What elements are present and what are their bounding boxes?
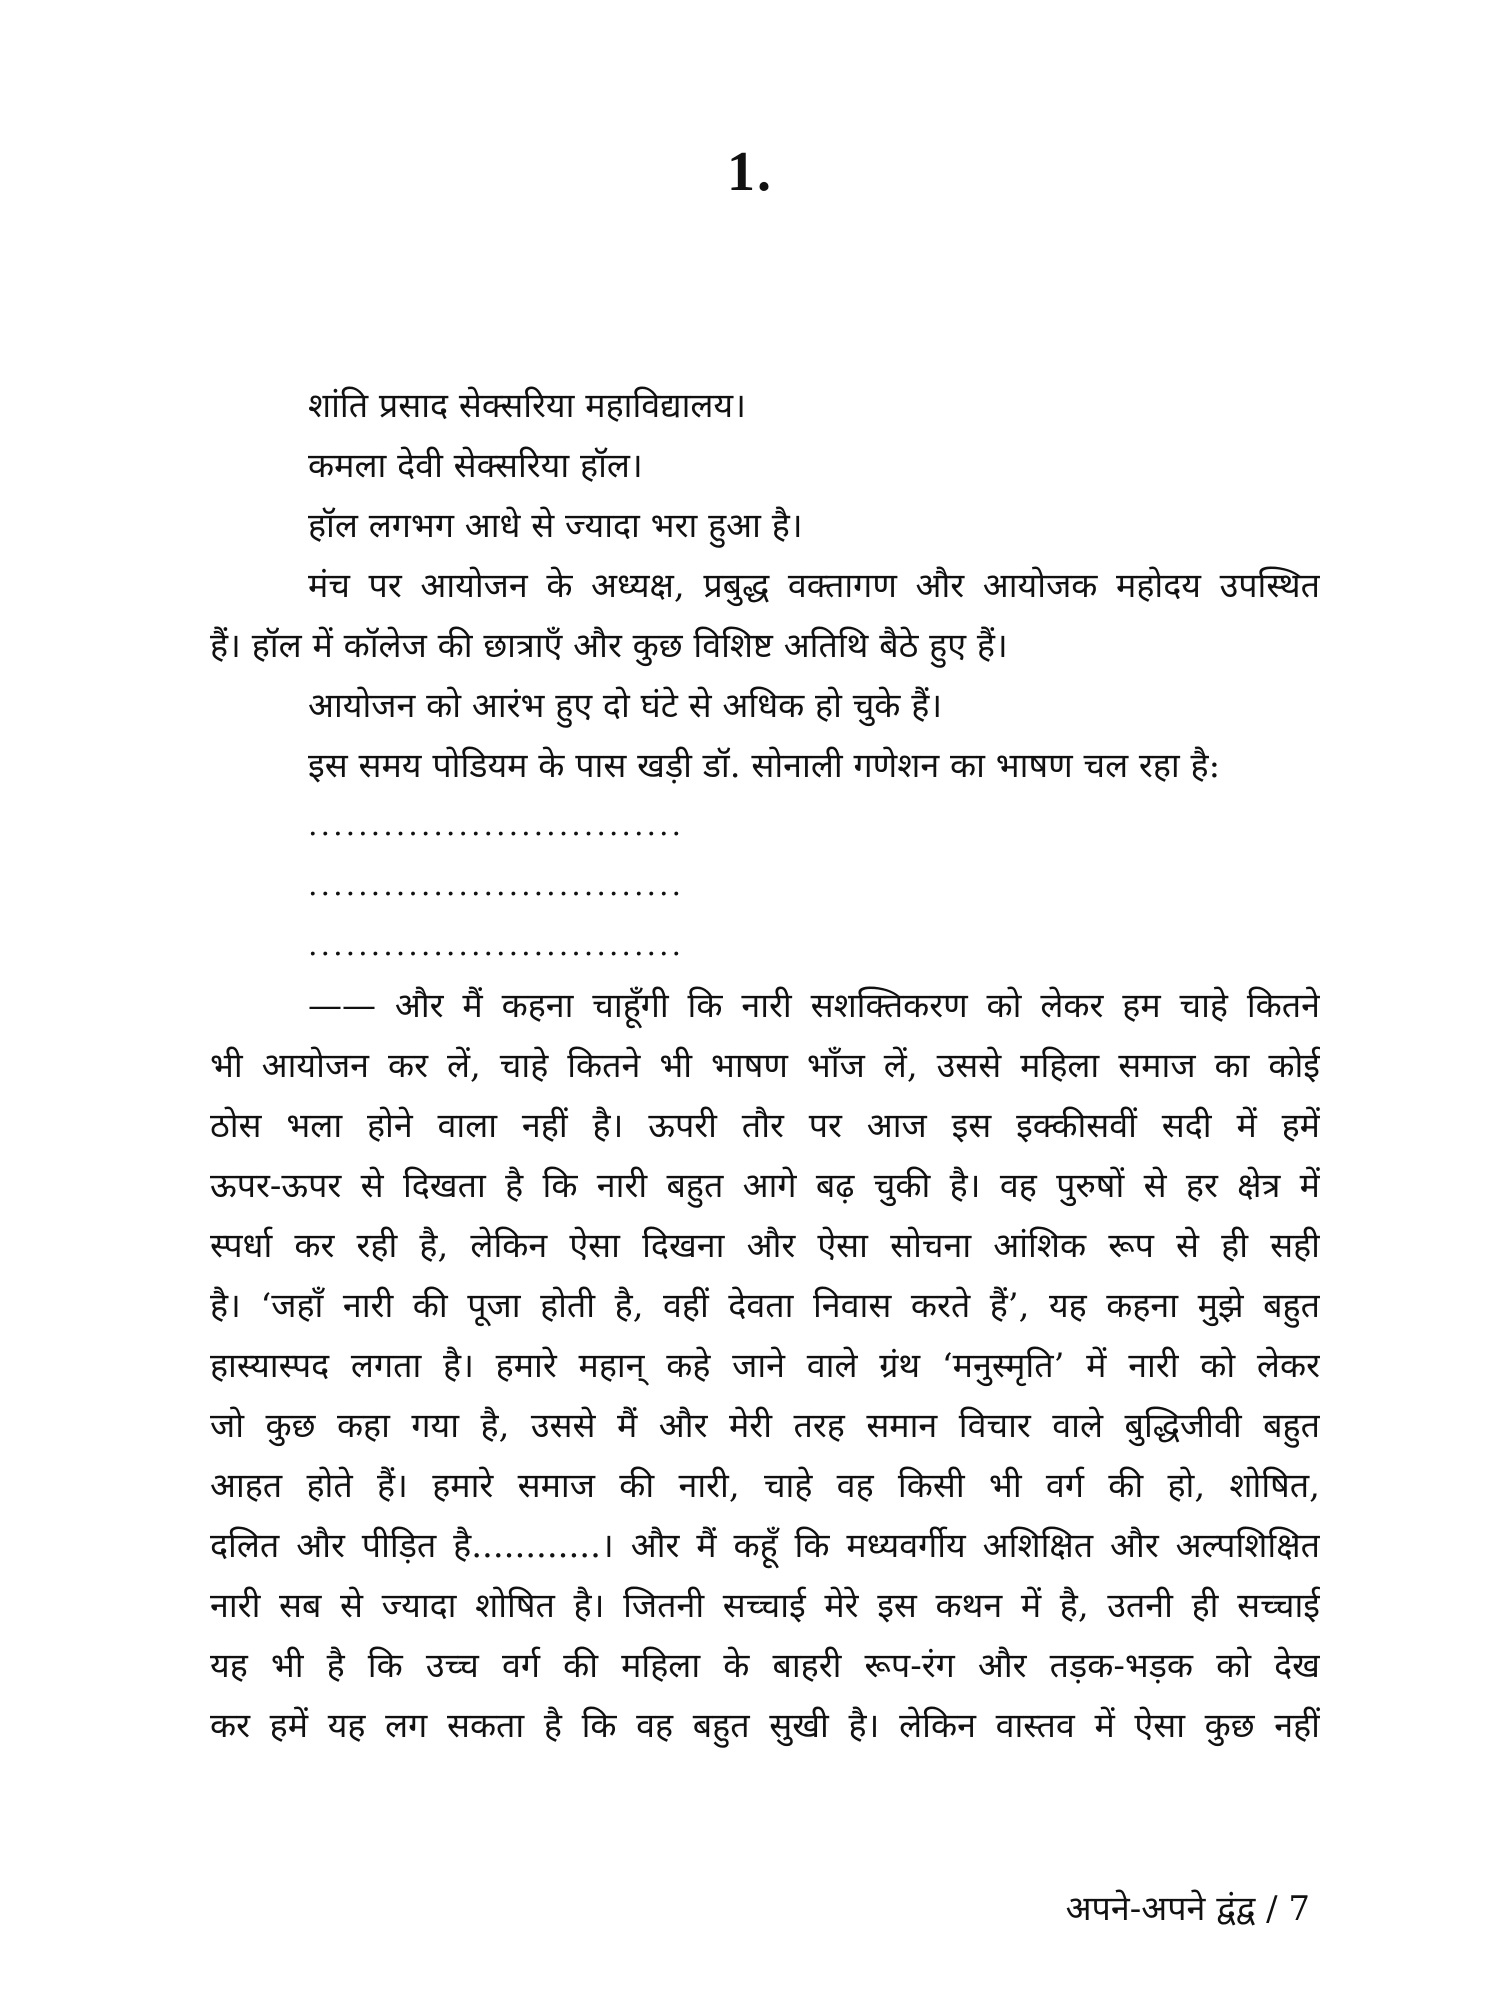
text-line: मंच पर आयोजन के अध्यक्ष, प्रबुद्ध वक्तागण और आयोजक महोदय उपस्थित	[308, 566, 1320, 606]
text-line: जो कुछ कहा गया है, उससे मैं और मेरी तरह समान विचार वाले बुद्धिजीवी बहुत	[210, 1406, 1320, 1446]
text-line: दलित और पीड़ित है............। और मैं कहूँ कि मध्यवर्गीय अशिक्षित और अल्पशिक्षित	[210, 1526, 1320, 1566]
page-footer: अपने-अपने द्वंद्व / 7	[1065, 1889, 1310, 1929]
text-line: आहत होते हैं। हमारे समाज की नारी, चाहे वह किसी भी वर्ग की हो, शोषित,	[210, 1466, 1320, 1506]
text-line: आयोजन को आरंभ हुए दो घंटे से अधिक हो चुके हैं।	[308, 686, 943, 726]
text-line: हैं। हॉल में कॉलेज की छात्राएँ और कुछ विशिष्ट अतिथि बैठे हुए हैं।	[210, 626, 1008, 666]
text-line: नारी सब से ज्यादा शोषित है। जितनी सच्चाई मेरे इस कथन में है, उतनी ही सच्चाई	[210, 1586, 1320, 1626]
text-line: है। ‘जहाँ नारी की पूजा होती है, वहीं देवता निवास करते हैं’, यह कहना मुझे बहुत	[210, 1286, 1320, 1326]
ellipsis-line: ..............................	[308, 868, 685, 903]
text-line: हास्यास्पद लगता है। हमारे महान् कहे जाने वाले ग्रंथ ‘मनुस्मृति’ में नारी को लेकर	[210, 1346, 1320, 1386]
ellipsis-line: ..............................	[308, 928, 685, 963]
text-line: शांति प्रसाद सेक्सरिया महाविद्यालय।	[308, 386, 747, 426]
text-line: इस समय पोडियम के पास खड़ी डॉ. सोनाली गणेशन का भाषण चल रहा है:	[308, 746, 1221, 786]
text-line: यह भी है कि उच्च वर्ग की महिला के बाहरी रूप-रंग और तड़क-भड़क को देख	[210, 1646, 1320, 1686]
text-line: ठोस भला होने वाला नहीं है। ऊपरी तौर पर आज इस इक्कीसवीं सदी में हमें	[210, 1106, 1320, 1146]
text-line: स्पर्धा कर रही है, लेकिन ऐसा दिखना और ऐसा सोचना आंशिक रूप से ही सही	[210, 1226, 1320, 1266]
text-line: कमला देवी सेक्सरिया हॉल।	[308, 446, 643, 486]
text-line: हॉल लगभग आधे से ज्यादा भरा हुआ है।	[308, 506, 803, 546]
chapter-number: 1.	[727, 141, 773, 203]
text-line: —— और मैं कहना चाहूँगी कि नारी सशक्तिकरण को लेकर हम चाहे कितने	[308, 986, 1320, 1026]
ellipsis-line: ..............................	[308, 808, 685, 843]
page-body	[210, 376, 1320, 1756]
text-line: कर हमें यह लग सकता है कि वह बहुत सुखी है। लेकिन वास्तव में ऐसा कुछ नहीं	[210, 1706, 1320, 1746]
text-line: भी आयोजन कर लें, चाहे कितने भी भाषण भाँज लें, उससे महिला समाज का कोई	[210, 1046, 1320, 1086]
text-line: ऊपर-ऊपर से दिखता है कि नारी बहुत आगे बढ़ चुकी है। वह पुरुषों से हर क्षेत्र में	[210, 1166, 1320, 1206]
